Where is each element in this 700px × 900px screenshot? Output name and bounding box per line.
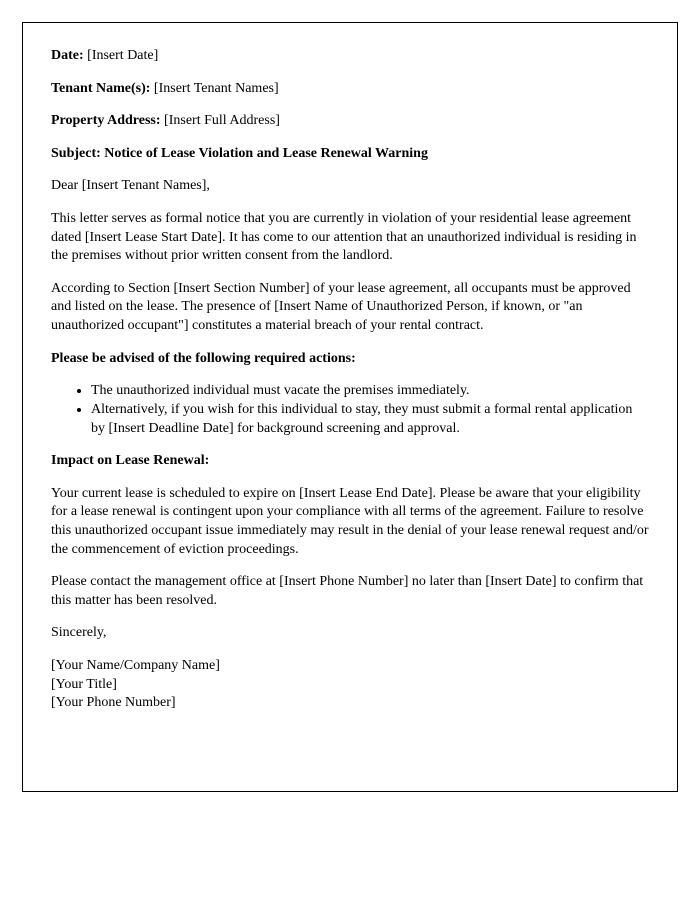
required-actions-list xyxy=(51,382,649,438)
salutation: Dear [Insert Tenant Names], xyxy=(51,178,210,194)
lease-renewal-heading: Impact on Lease Renewal: xyxy=(51,453,210,469)
property-address-value: [Insert Full Address] xyxy=(160,113,280,129)
date-value: [Insert Date] xyxy=(83,48,159,63)
property-address-label: Property Address: xyxy=(51,113,161,129)
paragraph-lease-section: According to Section [Insert Section Number] of your lease agreement, all occupants must be approved and listed on the lease. The presence of [Insert Name of Unauthorized Person, if known, or "an unauthorized occupant"] constitutes a material breach of your rental contract. xyxy=(51,280,631,334)
subject-line: Subject: Notice of Lease Violation and Lease Renewal Warning xyxy=(51,145,428,161)
paragraph-contact-office: Please contact the management office at [Insert Phone Number] no later than [Insert Date] to confirm that this matter has been resolved. xyxy=(51,574,644,608)
tenant-name-value: [Insert Tenant Names] xyxy=(150,80,279,96)
paragraph-violation-notice: This letter serves as formal notice that you are currently in violation of your residential lease agreement dated [Insert Lease Start Date]. It has come to our attention that an unauthorized individual is residing in the premises without prior written consent from the landlord. xyxy=(51,211,637,264)
signature-name-line: [Your Name/Company Name] xyxy=(51,658,220,674)
letter-document xyxy=(22,22,678,792)
paragraph-renewal-impact: Your current lease is scheduled to expire on [Insert Lease End Date]. Please be aware that your eligibility for a lease renewal is contingent upon your compliance with all terms of the agreement. Failure to resolve this unauthorized occupant issue immediately may result in the denial of your lease renewal request and/or the commencement of eviction proceedings. xyxy=(51,485,649,557)
date-line xyxy=(51,47,649,66)
required-actions-heading: Please be advised of the following required actions: xyxy=(51,350,356,366)
tenant-name-label: Tenant Name(s): xyxy=(51,80,151,96)
signature-title-line: [Your Title] xyxy=(51,676,117,692)
closing: Sincerely, xyxy=(51,625,107,641)
property-address-line xyxy=(51,112,649,131)
action-item-application: • Alternatively, if you wish for this individual to stay, they must submit a formal rental application by [Insert Deadline Date] for background screening and approval. xyxy=(91,401,649,438)
date-label: Date: xyxy=(51,48,84,63)
tenant-name-line xyxy=(51,80,649,99)
signature-phone-line: [Your Phone Number] xyxy=(51,695,176,711)
action-item-vacate: • The unauthorized individual must vacate the premises immediately. xyxy=(91,382,649,401)
signature-block xyxy=(51,657,649,713)
